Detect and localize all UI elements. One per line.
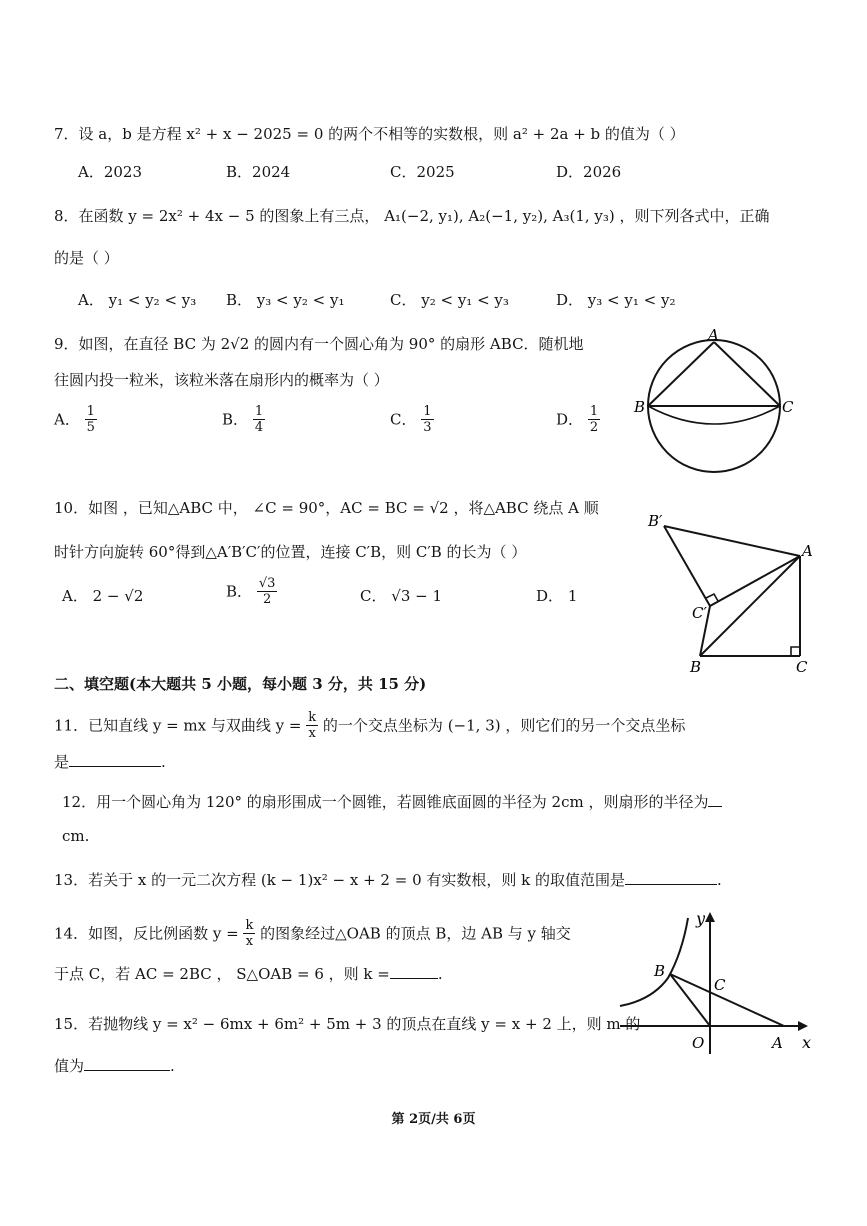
q11-frac-num: k — [308, 710, 317, 725]
section-2-title: 二、填空题(本大题共 5 小题，每小题 3 分，共 15 分) — [54, 675, 427, 693]
q9-option-c-num: 1 — [423, 404, 432, 419]
q11-stem-pre: 11．已知直线 y = mx 与双曲线 y = — [54, 716, 302, 735]
q10-option-d-label: D． — [536, 587, 564, 605]
q14-stem-pre: 14．如图，反比例函数 y = — [54, 924, 239, 943]
q9-segment-ac — [714, 342, 780, 406]
q12-text: 12．用一个圆心角为 120° 的扇形围成一个圆锥，若圆锥底面圆的半径为 2cm ，则扇形的半径为 — [62, 793, 709, 811]
q11-line2-post: . — [161, 753, 166, 771]
q10-option-b-den: 2 — [262, 592, 272, 607]
q10-segment-b-prime-a — [664, 526, 800, 556]
q13-stem: 13．若关于 x 的一元二次方程 (k − 1)x² − x + 2 = 0 有实数根，则 k 的取值范围是 — [54, 871, 626, 889]
q14-line2 — [54, 964, 443, 984]
q9-stem-line1: 9．如图，在直径 BC 为 2√2 的圆内有一个圆心角为 90° 的扇形 ABC．随机地 — [54, 335, 584, 353]
q9-option-c-den: 3 — [423, 420, 432, 435]
q11-fraction — [306, 710, 318, 741]
q11-line2 — [54, 752, 166, 772]
q9-label-b: B — [634, 398, 646, 416]
q11-answer-blank[interactable] — [69, 752, 161, 767]
q14-label-x: x — [802, 1033, 812, 1052]
q14-y-axis-arrow — [705, 912, 715, 922]
q12-line2: cm. — [62, 827, 90, 845]
q12-answer-blank[interactable] — [708, 792, 722, 807]
q9-option-d-fraction — [588, 404, 600, 435]
q10-option-b-label: B． — [226, 582, 253, 601]
page-number: 第 2页/共 6页 — [391, 1112, 476, 1127]
q10-label-b-prime: B′ — [648, 512, 663, 530]
q14-stem-post: 的图象经过△OAB 的顶点 B，边 AB 与 y 轴交 — [260, 924, 571, 943]
q10-option-a-text: 2 − √2 — [92, 587, 144, 605]
q9-option-c — [390, 404, 434, 435]
q9-label-c: C — [782, 398, 794, 416]
q9-option-d-label: D． — [556, 410, 584, 429]
q9-option-a — [54, 404, 97, 435]
q14-frac-num: k — [245, 918, 254, 933]
q14-x-axis-arrow — [798, 1021, 808, 1031]
q10-label-a: A — [802, 542, 813, 560]
q14-line2-post: . — [437, 965, 443, 983]
q10-segment-c-prime-a — [710, 556, 800, 606]
q15-answer-blank[interactable] — [84, 1056, 170, 1071]
q9-option-b — [222, 404, 265, 435]
q15-line2-post: . — [170, 1057, 175, 1075]
q13-answer-blank[interactable] — [625, 870, 717, 885]
q9-sector-arc — [648, 406, 780, 424]
q9-stem-line2: 往圆内投一粒米，该粒米落在扇形内的概率为（ ） — [54, 371, 389, 389]
q14-frac-den: x — [245, 934, 254, 949]
q13-line — [54, 870, 722, 890]
q11-line2-pre: 是 — [54, 753, 70, 771]
q10-right-angle-c — [791, 647, 800, 656]
q15-line1: 15．若抛物线 y = x² − 6mx + 6m² + 5m + 3 的顶点在直线 y = x + 2 上，则 m 的 — [54, 1015, 641, 1033]
q9-option-a-den: 5 — [86, 420, 95, 435]
q10-stem-line2: 时针方向旋转 60°得到△A′B′C′的位置，连接 C′B，则 C′B 的长为（ ） — [54, 543, 527, 561]
q14-label-o: O — [692, 1034, 705, 1052]
q7-option-a: A．2023 — [78, 163, 143, 181]
q9-option-a-label: A． — [54, 410, 80, 429]
q13-end: . — [717, 871, 722, 889]
q10-option-d-text: 1 — [567, 587, 578, 605]
q11-stem-post: 的一个交点坐标为 (−1, 3) ，则它们的另一个交点坐标 — [322, 716, 686, 735]
q9-option-d-num: 1 — [589, 404, 599, 419]
q7-option-d: D．2026 — [556, 163, 622, 181]
q9-figure — [630, 326, 800, 476]
q15-line2 — [54, 1056, 175, 1076]
q10-option-b-fraction — [257, 576, 278, 607]
q10-label-c: C — [796, 658, 808, 676]
q14-line2-pre: 于点 C，若 AC = 2BC ， S△OAB = 6 ，则 k = — [54, 965, 390, 983]
q14-label-y: y — [696, 909, 706, 928]
q9-option-b-fraction — [253, 404, 265, 435]
q10-right-angle-c-prime — [706, 594, 718, 601]
q8-option-d: D． y₃ < y₁ < y₂ — [556, 291, 676, 309]
q14-figure — [612, 908, 822, 1058]
q12-line1 — [62, 792, 722, 812]
q9-segment-ab — [648, 342, 714, 406]
q8-option-b: B． y₃ < y₂ < y₁ — [226, 291, 345, 309]
q8-stem-line2: 的是（ ） — [54, 249, 119, 267]
q9-option-d-den: 2 — [589, 420, 599, 435]
q7-option-b: B．2024 — [226, 163, 291, 181]
q10-segment-ab — [700, 556, 800, 656]
q10-option-c-label: C． — [360, 587, 387, 605]
q14-label-b: B — [654, 962, 666, 980]
q9-option-c-label: C． — [390, 410, 417, 429]
q14-segment-ob — [670, 974, 710, 1026]
q8-option-c: C． y₂ < y₁ < y₃ — [390, 291, 509, 309]
q14-line1 — [54, 918, 571, 949]
q7-stem: 7．设 a，b 是方程 x² + x − 2025 = 0 的两个不相等的实数根，则 a² + 2a + b 的值为（ ） — [54, 125, 685, 143]
q14-fraction — [243, 918, 255, 949]
q14-answer-blank[interactable] — [390, 964, 438, 979]
q9-option-a-fraction — [85, 404, 97, 435]
q10-option-a — [62, 586, 143, 606]
q10-option-a-label: A． — [62, 587, 88, 605]
q9-option-a-num: 1 — [86, 404, 95, 419]
q15-line2-pre: 值为 — [54, 1057, 85, 1075]
q9-option-b-num: 1 — [254, 404, 264, 419]
q10-label-b: B — [690, 658, 702, 676]
q10-segment-b-prime-c-prime — [664, 526, 710, 606]
q9-option-d — [556, 404, 600, 435]
q11-frac-den: x — [308, 726, 316, 741]
q11-line1 — [54, 710, 685, 741]
q9-option-b-label: B． — [222, 410, 249, 429]
q9-option-b-den: 4 — [254, 420, 264, 435]
q10-option-c-text: √3 − 1 — [391, 587, 443, 605]
q10-option-d — [536, 586, 577, 606]
q10-option-b — [226, 576, 277, 607]
q10-stem-line1: 10．如图 ，已知△ABC 中， ∠C = 90°，AC = BC = √2 ，将△ABC 绕点 A 顺 — [54, 499, 599, 517]
q10-label-c-prime: C′ — [692, 604, 707, 622]
q8-stem-line1: 8．在函数 y = 2x² + 4x − 5 的图象上有三点， A₁(−2, y₁), A₂(−1, y₂), A₃(1, y₃) ，则下列各式中，正确 — [54, 207, 770, 225]
q7-option-c: C．2025 — [390, 163, 455, 181]
q10-option-b-num: √3 — [258, 576, 276, 591]
q10-figure — [640, 506, 820, 676]
q8-option-a: A． y₁ < y₂ < y₃ — [78, 291, 197, 309]
q14-segment-ba — [670, 974, 784, 1026]
q9-label-a: A — [708, 326, 719, 344]
q14-label-a: A — [772, 1034, 783, 1052]
q9-option-c-fraction — [421, 404, 433, 435]
q14-label-c: C — [714, 976, 726, 994]
q10-option-c — [360, 586, 442, 606]
